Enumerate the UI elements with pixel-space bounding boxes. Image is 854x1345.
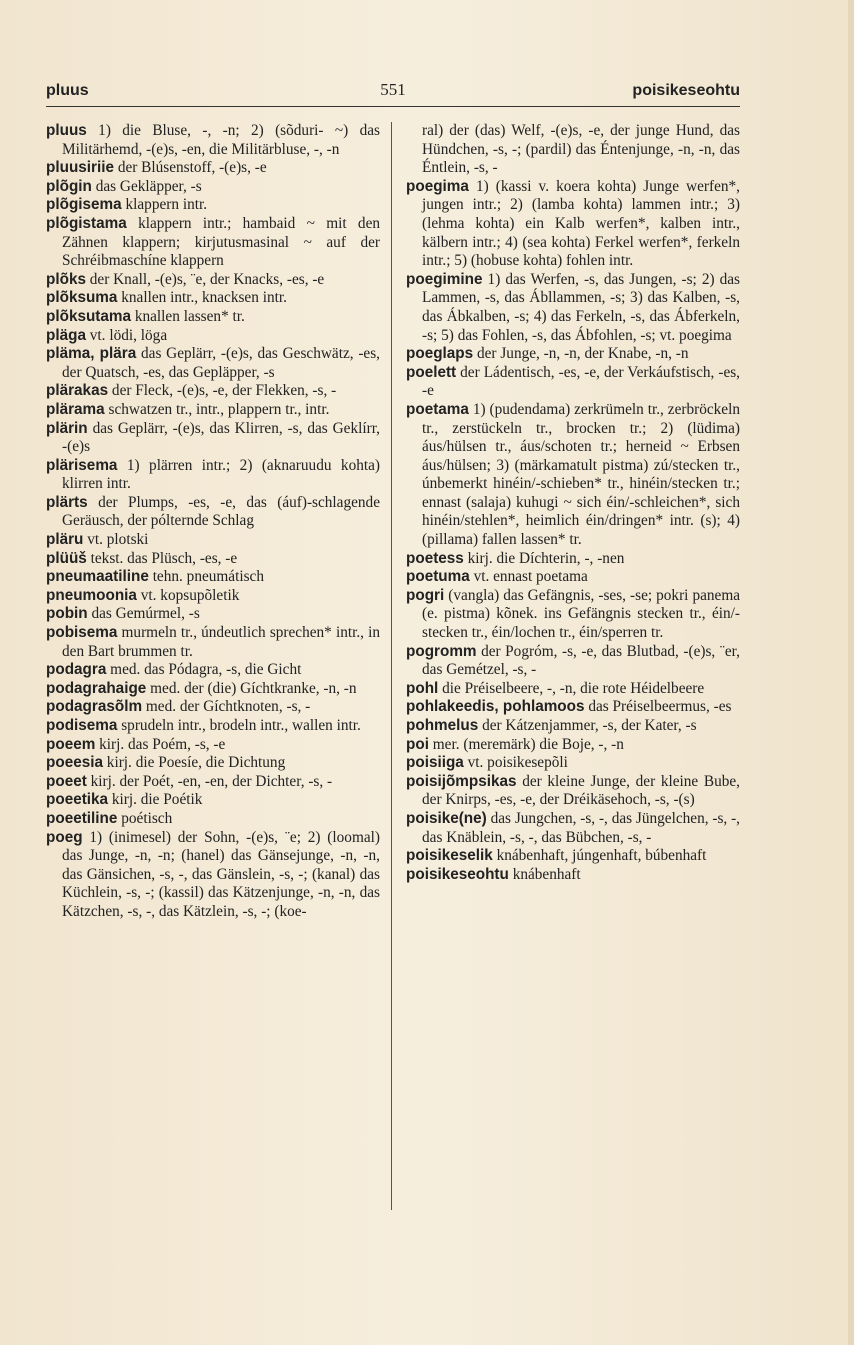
entry-definition: kirj. die Poétik	[111, 791, 203, 809]
entry-headword: poetuma	[406, 568, 470, 586]
dictionary-entry	[46, 773, 380, 792]
entry-headword: pluusiriie	[46, 159, 114, 177]
dictionary-entry	[406, 866, 740, 885]
dictionary-entry	[46, 550, 380, 569]
entry-headword: pneumaatiline	[46, 568, 149, 586]
dictionary-entry	[46, 661, 380, 680]
dictionary-entry	[406, 717, 740, 736]
entry-definition: tehn. pneumátisch	[152, 568, 264, 586]
dictionary-entry	[46, 327, 380, 346]
entry-definition: knábenhaft	[512, 865, 581, 883]
dictionary-entry	[46, 289, 380, 308]
dictionary-entry	[406, 550, 740, 569]
entry-headword: poisike(ne)	[406, 809, 487, 827]
page-header	[46, 80, 740, 107]
entry-definition: vt. plotski	[87, 531, 149, 549]
dictionary-entry	[406, 698, 740, 717]
entry-headword: poisiiga	[406, 754, 464, 772]
dictionary-entry	[46, 159, 380, 178]
column-divider	[391, 122, 392, 1210]
entry-definition: kirj. die Poesíe, die Dichtung	[106, 754, 286, 772]
entry-definition: der kleine Junge, der kleine Bube, der Knirps, -es, -e, der Dréikäsehoch, -s, -(s)	[422, 772, 741, 809]
entry-definition: 1) das Werfen, -s, das Jungen, -s; 2) das Lammen, -s, das Ábllammen, -s; 3) das Kalben, -s, das Ábkalben, -s; 4) das Ferkeln, -s, das Ábferkeln, -s; 5) das Fohlen, -s, das Ábfohlen, -s; vt. poegima	[422, 270, 740, 344]
entry-headword: plõksuma	[46, 289, 118, 307]
entry-headword: poetama	[406, 400, 469, 418]
entry-headword: pobin	[46, 605, 88, 623]
dictionary-entry	[46, 271, 380, 290]
entry-headword: poi	[406, 735, 429, 753]
entry-definition: der Knall, -(e)s, ¨e, der Knacks, -es, -e	[89, 270, 325, 288]
dictionary-entry	[406, 401, 740, 550]
right-column	[406, 122, 740, 1222]
entry-headword: pogri	[406, 586, 445, 604]
dictionary-entry	[406, 736, 740, 755]
entry-headword: poeesia	[46, 754, 103, 772]
dictionary-entry	[406, 810, 740, 847]
entry-definition: knallen lassen* tr.	[134, 307, 245, 325]
entry-headword: pohmelus	[406, 717, 479, 734]
dictionary-entry	[406, 345, 740, 364]
entry-definition: 1) die Bluse, -, -n; 2) (sõduri- ~) das Militärhemd, -(e)s, -en, die Militärbluse, -, -n	[62, 122, 380, 158]
dictionary-entry	[46, 345, 380, 382]
dictionary-entry	[46, 382, 380, 401]
dictionary-entry	[406, 847, 740, 866]
page-number: 551	[380, 80, 406, 99]
entry-definition: (vangla) das Gefängnis, -ses, -se; pokri panema (e. pistma) kõnek. ins Gefängnis stecken tr., éin/-stecken tr., éin/lochen tr., éin/sperren tr.	[422, 586, 741, 642]
entry-definition: das Jungchen, -s, -, das Jüngelchen, -s, -, das Knäblein, -s, -, das Bübchen, -s, -	[422, 809, 741, 846]
entry-definition: der Fleck, -(e)s, -e, der Flekken, -s, -	[111, 382, 337, 400]
entry-headword: poegima	[406, 177, 469, 195]
dictionary-entry	[46, 717, 380, 736]
entry-headword: pogromm	[406, 642, 477, 660]
dictionary-entry	[46, 587, 380, 606]
dictionary-entry	[46, 420, 380, 457]
entry-headword: plärisema	[46, 456, 118, 474]
dictionary-entry	[46, 308, 380, 327]
entry-definition: mer. (meremärk) die Boje, -, -n	[432, 735, 624, 753]
entry-definition: das Gekläpper, -s	[95, 177, 202, 195]
entry-definition: vt. kopsupõletik	[140, 586, 240, 604]
entry-headword: pläma, plära	[46, 345, 137, 363]
dictionary-entry	[46, 829, 380, 922]
entry-headword: poelett	[406, 363, 457, 381]
dictionary-entry	[46, 457, 380, 494]
entry-definition: der Blúsenstoff, -(e)s, -e	[117, 159, 267, 177]
entry-headword: poeg	[46, 828, 83, 846]
dictionary-entry	[406, 271, 740, 345]
dictionary-entry	[46, 624, 380, 661]
entry-headword: poeetiline	[46, 809, 118, 827]
entry-definition: 1) (kassi v. koera kohta) Junge werfen*, jungen intr.; 2) (lamba kohta) lammen intr.; 3) (lehma kohta) ein Kalb werfen*, kalben intr., kälbern intr.; 4) (sea kohta) Ferkel werfen*, ferkeln intr.; 5) (hobuse kohta) fohlen intr.	[422, 177, 740, 270]
entry-headword: plüüš	[46, 549, 87, 567]
entry-definition: kirj. die Díchterin, -, -nen	[467, 549, 625, 567]
entry-headword: poeglaps	[406, 345, 474, 363]
entry-definition: 1) plärren intr.; 2) (aknaruudu kohta) klirren intr.	[62, 456, 380, 493]
entry-headword: poeetika	[46, 791, 109, 809]
dictionary-entry	[46, 531, 380, 550]
dictionary-entry	[46, 680, 380, 699]
dictionary-entry	[46, 605, 380, 624]
dictionary-entry	[406, 754, 740, 773]
entry-headword: pohlakeedis, pohlamoos	[406, 698, 585, 716]
entry-headword: podagra	[46, 661, 107, 679]
entry-headword: plõgisema	[46, 196, 122, 214]
entry-headword: pobisema	[46, 624, 118, 642]
entry-definition: vt. poisikesepõli	[467, 754, 568, 772]
entry-headword: poeet	[46, 772, 87, 790]
dictionary-entry	[46, 215, 380, 271]
entry-headword: poisikeselik	[406, 847, 493, 865]
dictionary-entry	[406, 643, 740, 680]
entry-definition: vt. ennast poetama	[473, 568, 588, 586]
dictionary-entry	[46, 791, 380, 810]
header-first-word: pluus	[46, 82, 89, 99]
entry-headword: podisema	[46, 717, 118, 734]
entry-definition: der Kátzenjammer, -s, der Kater, -s	[482, 717, 697, 734]
entry-definition: knallen intr., knacksen intr.	[121, 289, 287, 307]
entry-headword: plärakas	[46, 382, 109, 400]
entry-definition: kirj. der Poét, -en, -en, der Dichter, -s, -	[90, 772, 333, 790]
dictionary-entry	[406, 587, 740, 643]
left-column	[46, 122, 380, 1222]
entry-definition: das Préiselbeermus, -es	[588, 698, 732, 716]
entry-definition: ral) der (das) Welf, -(e)s, -e, der junge Hund, das Hündchen, -s, -; (pardil) das Éntenjunge, -n, -n, das Éntlein, -s, -	[422, 122, 740, 177]
entry-headword: podagrasõlm	[46, 698, 143, 716]
dictionary-entry	[46, 401, 380, 420]
entry-headword: podagrahaige	[46, 679, 147, 697]
entry-headword: plõksutama	[46, 307, 132, 325]
entry-headword: pläga	[46, 326, 86, 344]
entry-headword: plõgin	[46, 177, 92, 195]
dictionary-entry	[406, 364, 740, 401]
dictionary-entry	[406, 680, 740, 699]
header-last-word: poisikeseohtu	[632, 82, 740, 99]
entry-definition: med. das Pódagra, -s, die Gicht	[110, 661, 302, 679]
entry-headword: poegimine	[406, 270, 483, 288]
dictionary-entry	[46, 810, 380, 829]
dictionary-entry	[406, 178, 740, 271]
page-edge	[848, 0, 854, 1345]
entry-headword: pläru	[46, 531, 84, 549]
entry-definition: sprudeln intr., brodeln intr., wallen intr.	[121, 717, 361, 734]
entry-headword: pneumoonia	[46, 586, 137, 604]
dictionary-entry	[46, 196, 380, 215]
entry-definition: das Geplärr, -(e)s, das Geschwätz, -es, der Quatsch, -es, das Gepläpper, -s	[62, 345, 380, 381]
entry-headword: poisikeseohtu	[406, 865, 509, 883]
entry-headword: plõks	[46, 270, 86, 288]
entry-definition: das Geplärr, -(e)s, das Klirren, -s, das Geklírr, -(e)s	[62, 419, 381, 456]
entry-headword: poeem	[46, 735, 96, 753]
dictionary-entry	[406, 773, 740, 810]
dictionary-entry	[406, 568, 740, 587]
entry-headword: plärama	[46, 400, 105, 418]
entry-definition: kirj. das Poém, -s, -e	[99, 735, 226, 753]
entry-definition: der Junge, -n, -n, der Knabe, -n, -n	[476, 345, 689, 363]
dictionary-entry	[46, 494, 380, 531]
entry-headword: poisijõmpsikas	[406, 772, 517, 790]
entry-definition: med. der Gíchtknoten, -s, -	[145, 698, 311, 716]
entry-headword: poetess	[406, 549, 464, 567]
entry-headword: plärin	[46, 419, 88, 437]
entry-definition: klappern intr.; hambaid ~ mit den Zähnen klappern; kirjutusmasinal ~ auf der Schréibmaschíne klappern	[62, 214, 381, 270]
entry-definition: tekst. das Plüsch, -es, -e	[90, 549, 238, 567]
entry-definition: vt. lödi, löga	[89, 326, 168, 344]
entry-definition: das Gemúrmel, -s	[91, 605, 200, 623]
entry-headword: pohl	[406, 679, 439, 697]
entry-headword: pluus	[46, 122, 87, 139]
dictionary-entry	[46, 698, 380, 717]
entry-definition: knábenhaft, júngenhaft, búbenhaft	[496, 847, 707, 865]
entry-definition: murmeln tr., úndeutlich sprechen* intr., in den Bart brummen tr.	[62, 624, 380, 660]
dictionary-entry	[406, 122, 740, 178]
entry-definition: der Ládentisch, -es, -e, der Verkáufstisch, -es, -e	[422, 363, 741, 400]
entry-headword: plärts	[46, 493, 88, 511]
dictionary-entry	[46, 754, 380, 773]
entry-definition: der Pogróm, -s, -e, das Blutbad, -(e)s, ¨er, das Gemétzel, -s, -	[422, 642, 740, 679]
entry-definition: der Plumps, -es, -e, das (áuf)-schlagende Geräusch, der pólternde Schlag	[62, 493, 380, 530]
dictionary-entry	[46, 122, 380, 159]
entry-definition: 1) (inimesel) der Sohn, -(e)s, ¨e; 2) (loomal) das Junge, -n, -n; (hanel) das Gänsejunge, -n, -n, das Gänsichen, -s, -, das Gänslein, -s, -; (kanal) das Küchlein, -s, -; (kassil) das Kätzenjunge, -n, -n, das Kätzchen, -s, -, das Kätzlein, -s, -; (koe-	[62, 828, 380, 920]
dictionary-entry	[46, 736, 380, 755]
entry-definition: 1) (pudendama) zerkrümeln tr., zerbröckeln tr., zerstückeln tr., brocken tr.; 2) (lüdima) áus/hülsen tr., áus/schoten tr.; herneid ~ Erbsen áus/hülsen; 3) (märkamatult pistma) zú/stecken tr., únbemerkt hinéin/-schieben* tr., hinéin/stecken tr.; ennast (salaja) kuhugi ~ sich éin/-schleichen*, sich hinéin/stehlen*, heimlich éin/dringen* intr. (s); 4) (pillama) fallen lassen* tr.	[422, 400, 740, 549]
entry-definition: schwatzen tr., intr., plappern tr., intr.	[108, 400, 330, 418]
entry-definition: med. der (die) Gíchtkranke, -n, -n	[150, 679, 357, 697]
entry-headword: plõgistama	[46, 214, 127, 232]
entry-definition: poétisch	[121, 809, 173, 827]
entry-definition: klappern intr.	[125, 196, 208, 214]
dictionary-entry	[46, 178, 380, 197]
dictionary-entry	[46, 568, 380, 587]
entry-definition: die Préiselbeere, -, -n, die rote Héidelbeere	[442, 679, 705, 697]
